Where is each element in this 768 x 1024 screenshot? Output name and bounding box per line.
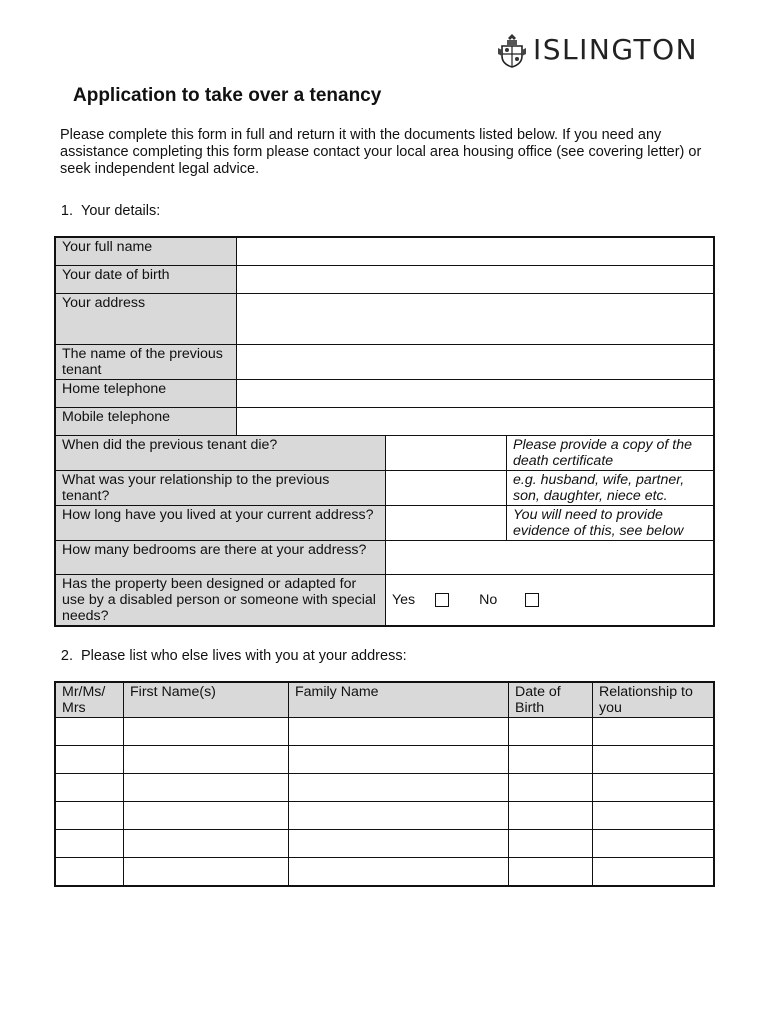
household-table <box>55 682 714 886</box>
column-header: Family Name <box>289 683 509 718</box>
islington-logo <box>497 32 698 68</box>
relationship-cell[interactable] <box>593 718 714 746</box>
relationship-cell[interactable] <box>593 746 714 774</box>
title-cell[interactable] <box>56 774 124 802</box>
column-header: Mr/Ms/ Mrs <box>56 683 124 718</box>
table-row <box>56 858 714 886</box>
field-label: Your address <box>56 294 237 345</box>
relationship-cell[interactable] <box>593 858 714 886</box>
first-name-cell[interactable] <box>124 746 289 774</box>
previous-tenant-name-field[interactable] <box>237 345 714 380</box>
field-label: The name of the previous tenant <box>56 345 237 380</box>
first-name-cell[interactable] <box>124 830 289 858</box>
family-name-cell[interactable] <box>289 858 509 886</box>
table-row <box>56 380 714 408</box>
field-label: Your date of birth <box>56 266 237 294</box>
details-table <box>55 237 714 626</box>
relationship-cell[interactable] <box>593 830 714 858</box>
date-of-birth-cell[interactable] <box>509 774 593 802</box>
no-label: No <box>479 592 498 608</box>
table-row <box>56 746 714 774</box>
title-cell[interactable] <box>56 718 124 746</box>
question-label: Has the property been designed or adapted for use by a disabled person or someone with special needs? <box>56 575 386 626</box>
table-row <box>56 830 714 858</box>
table-header-row <box>56 683 714 718</box>
section-title: Please list who else lives with you at your address: <box>81 648 407 664</box>
field-label: Home telephone <box>56 380 237 408</box>
table-row <box>56 436 714 471</box>
section-number: 1. <box>60 203 73 219</box>
table-row <box>56 774 714 802</box>
date-of-birth-cell[interactable] <box>509 858 593 886</box>
mobile-telephone-field[interactable] <box>237 408 714 436</box>
field-label: Mobile telephone <box>56 408 237 436</box>
address-field[interactable] <box>237 294 714 345</box>
title-cell[interactable] <box>56 858 124 886</box>
adapted-answer-cell <box>386 575 714 626</box>
family-name-cell[interactable] <box>289 746 509 774</box>
table-row <box>56 345 714 380</box>
table-row <box>56 506 714 541</box>
table-row <box>56 294 714 345</box>
full-name-field[interactable] <box>237 238 714 266</box>
title-cell[interactable] <box>56 746 124 774</box>
relationship-cell[interactable] <box>593 774 714 802</box>
table-row <box>56 471 714 506</box>
section-title: Your details: <box>81 203 161 219</box>
question-label: How many bedrooms are there at your address? <box>56 541 386 575</box>
no-option <box>479 592 539 608</box>
table-row <box>56 802 714 830</box>
family-name-cell[interactable] <box>289 830 509 858</box>
table-row <box>56 718 714 746</box>
table-row <box>56 575 714 626</box>
question-note: Please provide a copy of the death certificate <box>507 436 714 471</box>
relationship-cell[interactable] <box>593 802 714 830</box>
question-label: How long have you lived at your current address? <box>56 506 386 541</box>
bedrooms-field[interactable] <box>386 541 714 575</box>
column-header: Date of Birth <box>509 683 593 718</box>
first-name-cell[interactable] <box>124 774 289 802</box>
section-2-heading <box>47 648 407 664</box>
date-of-birth-cell[interactable] <box>509 718 593 746</box>
relationship-field[interactable] <box>386 471 507 506</box>
residence-length-field[interactable] <box>386 506 507 541</box>
section-number: 2. <box>60 648 73 664</box>
crest-icon <box>497 32 527 68</box>
table-row <box>56 408 714 436</box>
death-date-field[interactable] <box>386 436 507 471</box>
table-row <box>56 541 714 575</box>
table-row <box>56 266 714 294</box>
family-name-cell[interactable] <box>289 718 509 746</box>
title-cell[interactable] <box>56 802 124 830</box>
yes-label: Yes <box>392 592 416 608</box>
title-cell[interactable] <box>56 830 124 858</box>
section-1-heading <box>47 203 160 219</box>
question-note: You will need to provide evidence of this, see below <box>507 506 714 541</box>
home-telephone-field[interactable] <box>237 380 714 408</box>
brand-name: ISLINGTON <box>533 33 699 66</box>
yes-no-group <box>392 576 707 608</box>
first-name-cell[interactable] <box>124 858 289 886</box>
yes-option <box>392 592 449 608</box>
family-name-cell[interactable] <box>289 774 509 802</box>
no-checkbox[interactable] <box>525 593 539 607</box>
date-of-birth-field[interactable] <box>237 266 714 294</box>
date-of-birth-cell[interactable] <box>509 746 593 774</box>
yes-checkbox[interactable] <box>435 593 449 607</box>
first-name-cell[interactable] <box>124 802 289 830</box>
field-label: Your full name <box>56 238 237 266</box>
first-name-cell[interactable] <box>124 718 289 746</box>
question-note: e.g. husband, wife, partner, son, daughter, niece etc. <box>507 471 714 506</box>
table-row <box>56 238 714 266</box>
intro-text: Please complete this form in full and return it with the documents listed below. If you need any assistance completing this form please contact your local area housing office (see covering letter) or seek independent legal advice. <box>60 127 702 177</box>
question-label: What was your relationship to the previous tenant? <box>56 471 386 506</box>
column-header: Relationship to you <box>593 683 714 718</box>
date-of-birth-cell[interactable] <box>509 802 593 830</box>
column-header: First Name(s) <box>124 683 289 718</box>
family-name-cell[interactable] <box>289 802 509 830</box>
page-title: Application to take over a tenancy <box>73 85 382 106</box>
question-label: When did the previous tenant die? <box>56 436 386 471</box>
date-of-birth-cell[interactable] <box>509 830 593 858</box>
